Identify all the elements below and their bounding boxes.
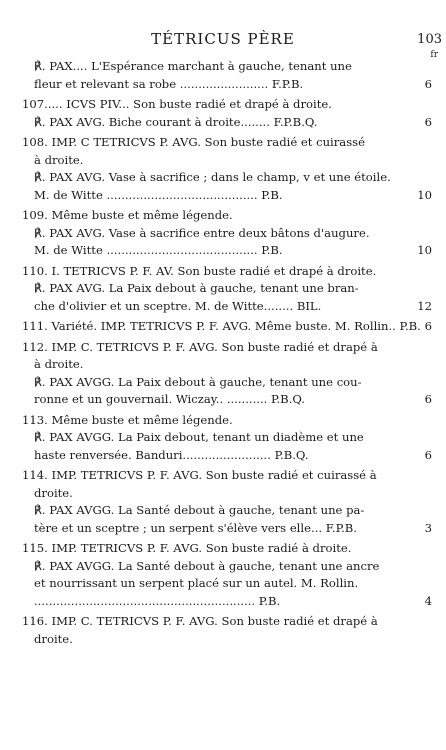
catalogue-line	[0, 187, 446, 205]
catalogue-line-text: 116. IMP. C. TETRICVS P. F. AVG. Son buste radié et drapé à	[22, 614, 378, 628]
catalogue-line-text: ℟. PAX AVGG. La Santé debout à gauche, tenant une ancre	[34, 558, 380, 573]
catalogue-line	[0, 225, 446, 243]
price-value: 4	[424, 593, 432, 608]
catalogue-line-text: 115. IMP. TETRICVS P. F. AVG. Son buste radié à droite.	[22, 541, 352, 555]
catalogue-line	[0, 207, 446, 225]
price-value: 6	[424, 392, 432, 406]
catalogue-line-text: 113. Même buste et même légende.	[22, 412, 233, 427]
catalogue-line-text: 112. IMP. C. TETRICVS P. F. AVG. Son buste radié et drapé à	[22, 339, 378, 354]
catalogue-line	[0, 114, 446, 132]
catalogue-line	[0, 412, 446, 430]
catalogue-line-text: et nourrissant un serpent placé sur un autel. M. Rollin.	[34, 576, 359, 590]
catalogue-line	[0, 280, 446, 298]
catalogue-line-text: haste renversée. Banduri........................ P.B.Q.	[34, 447, 309, 462]
catalogue-line	[0, 613, 446, 631]
price-value: 10	[417, 243, 432, 257]
catalogue-line-text: 114. IMP. TETRICVS P. F. AVG. Son buste radié et cuirassé à	[22, 468, 377, 482]
catalogue-line	[0, 575, 446, 593]
catalogue-line	[0, 558, 446, 576]
catalogue-line	[0, 374, 446, 392]
catalogue-line	[0, 96, 446, 114]
catalogue-line-text: fleur et relevant sa robe ........................ F.P.B.	[34, 76, 304, 91]
catalogue-line	[0, 152, 446, 170]
catalogue-line	[0, 447, 446, 465]
catalogue-line-text: ℟. PAX AVGG. La Santé debout à gauche, tenant une pa-	[34, 503, 365, 517]
catalogue-line-text: tère et un sceptre ; un serpent s'élève vers elle... F.P.B.	[34, 520, 357, 535]
catalogue-line-text: à droite.	[34, 357, 84, 371]
catalogue-line-text: ℟. PAX AVGG. La Paix debout à gauche, tenant une cou-	[34, 374, 362, 389]
catalogue-line-text: che d'olivier et un sceptre. M. de Witte........ BIL.	[34, 298, 322, 313]
catalogue-line	[0, 467, 446, 485]
catalogue-line-text: 108. IMP. C TETRICVS P. AVG. Son buste radié et cuirassé	[22, 135, 365, 149]
catalogue-line-text: 107..... ICVS PIV... Son buste radié et drapé à droite.	[22, 97, 332, 111]
catalogue-line	[0, 502, 446, 520]
catalogue-line-text: ℟. PAX AVG. Biche courant à droite........ F.P.B.Q.	[34, 114, 318, 129]
catalogue-line	[0, 429, 446, 447]
catalogue-line-text: ℟. PAX AVG. Vase à sacrifice entre deux bâtons d'augure.	[34, 225, 370, 240]
currency-unit-label: fr	[430, 50, 438, 60]
catalogue-line-text: ............................................................ P.B.	[34, 593, 281, 608]
price-value: 12	[417, 298, 432, 313]
catalogue-line	[0, 631, 446, 649]
price-value: 6	[424, 319, 432, 333]
catalogue-line	[0, 485, 446, 503]
catalogue-line	[0, 318, 446, 336]
price-value: 6	[424, 76, 432, 91]
catalogue-line	[0, 169, 446, 187]
catalogue-line	[0, 298, 446, 316]
catalogue-line	[0, 76, 446, 94]
catalogue-line-text: ℟. PAX AVGG. La Paix debout, tenant un diadème et une	[34, 430, 364, 444]
catalogue-line-text: droite.	[34, 631, 73, 646]
catalogue-line-text: ronne et un gouvernail. Wiczay.. ........... P.B.Q.	[34, 392, 305, 406]
catalogue-line	[0, 540, 446, 558]
price-value: 6	[424, 447, 432, 462]
catalogue-line	[0, 263, 446, 281]
catalogue-line-text: à droite.	[34, 152, 84, 167]
price-value: 10	[417, 187, 432, 202]
price-value: 3	[424, 520, 432, 535]
catalogue-line-text: M. de Witte ......................................... P.B.	[34, 187, 283, 202]
catalogue-line	[0, 520, 446, 538]
running-title: TÉTRICUS PÈRE	[151, 30, 295, 48]
catalogue-line-text: M. de Witte ......................................... P.B.	[34, 243, 283, 257]
catalogue-line	[0, 391, 446, 409]
catalogue-line	[0, 356, 446, 374]
catalogue-line	[0, 339, 446, 357]
catalogue-entries	[0, 58, 446, 648]
catalogue-line	[0, 58, 446, 76]
catalogue-line-text: 111. Variété. IMP. TETRICVS P. F. AVG. Même buste. M. Rollin.. P.B.	[22, 319, 421, 333]
price-value: 6	[424, 114, 432, 129]
page-header	[0, 30, 446, 60]
catalogue-line-text: ℟. PAX.... L'Espérance marchant à gauche, tenant une	[34, 59, 352, 73]
catalogue-line-text: ℟. PAX AVG. La Paix debout à gauche, tenant une bran-	[34, 281, 359, 295]
catalogue-line-text: ℟. PAX AVG. Vase à sacrifice ; dans le champ, v et une étoile.	[34, 170, 391, 184]
catalogue-line	[0, 134, 446, 152]
catalogue-line-text: 110. I. TETRICVS P. F. AV. Son buste radié et drapé à droite.	[22, 263, 377, 278]
catalogue-line	[0, 593, 446, 611]
catalogue-line-text: 109. Même buste et même légende.	[22, 208, 233, 222]
catalogue-line	[0, 242, 446, 260]
page-number: 103	[417, 32, 442, 47]
catalogue-line-text: droite.	[34, 485, 73, 500]
